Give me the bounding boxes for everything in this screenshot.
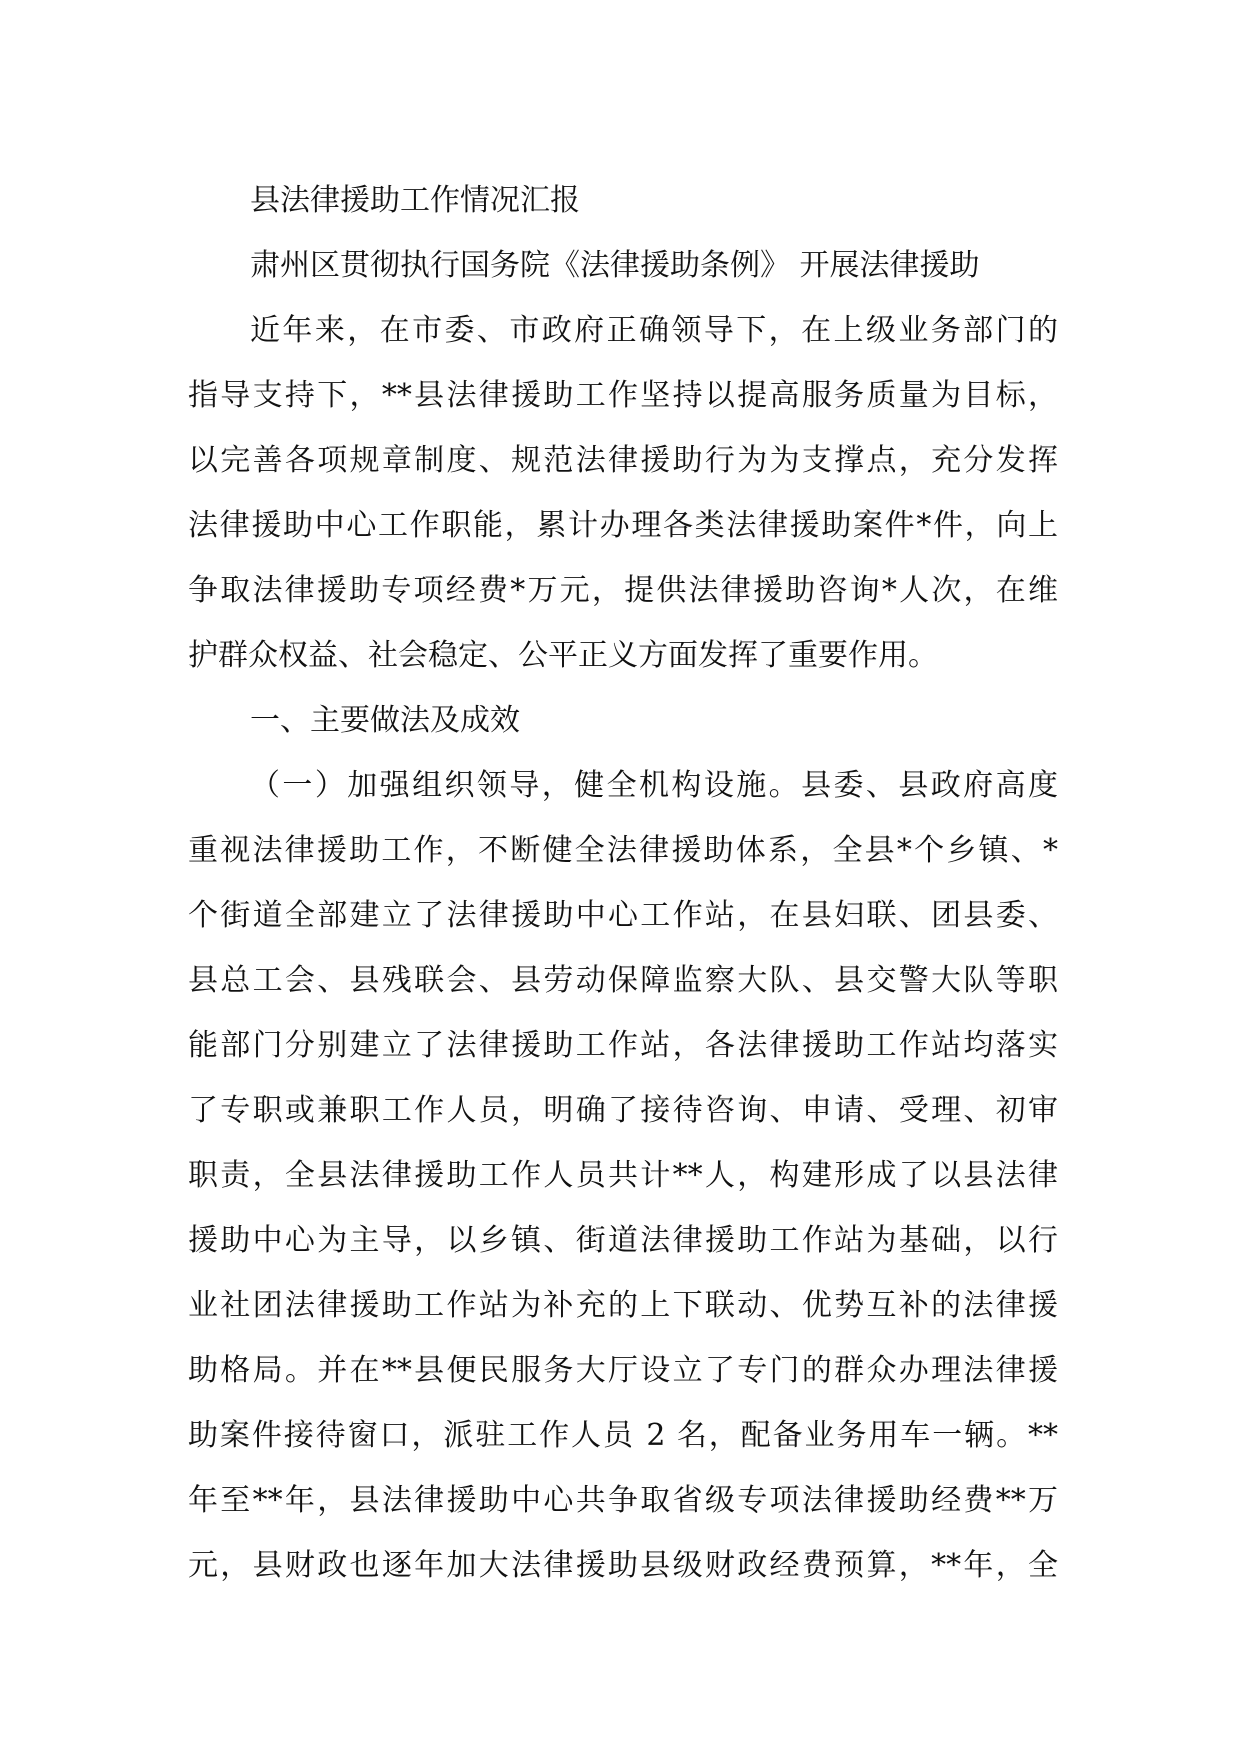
paragraph-line: 指导支持下，**县法律援助工作坚持以提高服务质量为目标， — [188, 378, 1058, 413]
paragraph-line: 县总工会、县残联会、县劳动保障监察大队、县交警大队等职 — [188, 963, 1058, 998]
paragraph-line: 能部门分别建立了法律援助工作站，各法律援助工作站均落实 — [188, 1028, 1058, 1063]
paragraph-line: 护群众权益、社会稳定、公平正义方面发挥了重要作用。 — [188, 638, 938, 673]
paragraph-line: 职责，全县法律援助工作人员共计**人，构建形成了以县法律 — [188, 1158, 1058, 1193]
paragraph-line: 助格局。并在**县便民服务大厅设立了专门的群众办理法律援 — [188, 1353, 1058, 1388]
paragraph-line: 争取法律援助专项经费*万元，提供法律援助咨询*人次，在维 — [188, 573, 1058, 608]
document-body — [188, 168, 1058, 1598]
paragraph-line: 以完善各项规章制度、规范法律援助行为为支撑点，充分发挥 — [188, 443, 1058, 478]
paragraph-line: 助案件接待窗口，派驻工作人员 2 名，配备业务用车一辆。** — [188, 1418, 1058, 1453]
paragraph-line: 元，县财政也逐年加大法律援助县级财政经费预算，**年，全 — [188, 1548, 1058, 1583]
paragraph-line: 个街道全部建立了法律援助中心工作站，在县妇联、团县委、 — [188, 898, 1058, 933]
paragraph-line: 近年来，在市委、市政府正确领导下，在上级业务部门的 — [250, 313, 1058, 348]
paragraph-line: 年至**年，县法律援助中心共争取省级专项法律援助经费**万 — [188, 1483, 1058, 1518]
section-heading: 一、主要做法及成效 — [250, 703, 520, 738]
paragraph-line: 重视法律援助工作，不断健全法律援助体系，全县*个乡镇、* — [188, 833, 1058, 868]
intro-paragraph — [188, 298, 1058, 688]
paragraph-line: 法律援助中心工作职能，累计办理各类法律援助案件*件，向上 — [188, 508, 1058, 543]
document-title: 县法律援助工作情况汇报 — [250, 183, 580, 218]
section-paragraph — [188, 753, 1058, 1598]
paragraph-line: 业社团法律援助工作站为补充的上下联动、优势互补的法律援 — [188, 1288, 1058, 1323]
paragraph-line: 了专职或兼职工作人员，明确了接待咨询、申请、受理、初审 — [188, 1093, 1058, 1128]
document-subtitle: 肃州区贯彻执行国务院《法律援助条例》 开展法律援助 — [250, 248, 980, 283]
paragraph-line: 援助中心为主导，以乡镇、街道法律援助工作站为基础，以行 — [188, 1223, 1058, 1258]
paragraph-line: （一）加强组织领导，健全机构设施。县委、县政府高度 — [250, 768, 1058, 803]
